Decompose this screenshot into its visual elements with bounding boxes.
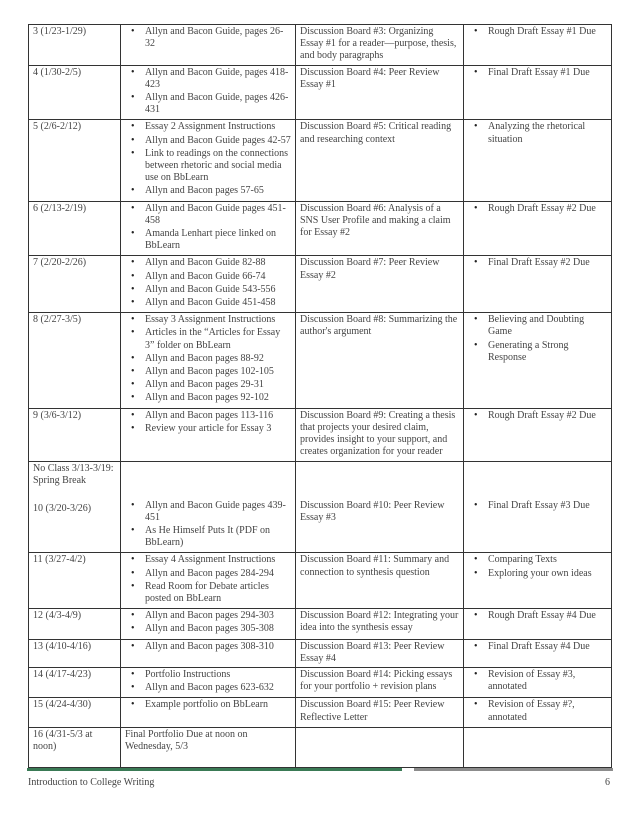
reading-item: • Allyn and Bacon pages 29-31 bbox=[125, 379, 291, 391]
schedule-row bbox=[29, 408, 612, 461]
readings-cell bbox=[121, 408, 296, 461]
due-item-list bbox=[468, 203, 607, 215]
reading-item-list bbox=[125, 121, 291, 197]
reading-item: • Amanda Lenhart piece linked on BbLearn bbox=[125, 228, 291, 252]
reading-item-list bbox=[125, 641, 291, 653]
due-cell bbox=[464, 120, 612, 201]
reading-item: • Essay 2 Assignment Instructions bbox=[125, 121, 291, 133]
due-item-list bbox=[468, 257, 607, 269]
schedule-row bbox=[29, 256, 612, 313]
schedule-row bbox=[29, 65, 612, 120]
week-cell bbox=[29, 313, 121, 408]
reading-item-list bbox=[125, 314, 291, 404]
discussion-cell bbox=[296, 698, 464, 727]
discussion-cell bbox=[296, 25, 464, 66]
due-cell bbox=[464, 313, 612, 408]
reading-item: • Articles in the “Articles for Essay 3” folder on BbLearn bbox=[125, 327, 291, 351]
due-item: • Final Draft Essay #4 Due bbox=[468, 641, 607, 653]
week-label: 13 (4/10-4/16) bbox=[33, 640, 92, 652]
discussion-text: Discussion Board #10: Peer Review Essay #3 bbox=[300, 499, 445, 523]
schedule-row bbox=[29, 313, 612, 408]
week-cell bbox=[29, 25, 121, 66]
reading-item: • Allyn and Bacon pages 308-310 bbox=[125, 641, 291, 653]
readings-cell bbox=[121, 609, 296, 639]
reading-item: • Allyn and Bacon Guide 82-88 bbox=[125, 257, 291, 269]
due-item: • Rough Draft Essay #2 Due bbox=[468, 410, 607, 422]
reading-item-list bbox=[125, 554, 291, 605]
due-item: • Rough Draft Essay #1 Due bbox=[468, 26, 607, 38]
week-cell bbox=[29, 553, 121, 609]
discussion-cell bbox=[296, 313, 464, 408]
discussion-text: Discussion Board #12: Integrating your idea into the synthesis essay bbox=[300, 610, 459, 634]
reading-item: • Allyn and Bacon pages 57-65 bbox=[125, 185, 291, 197]
discussion-text: Discussion Board #7: Peer Review Essay #2 bbox=[300, 257, 440, 281]
week-label: 11 (3/27-4/2) bbox=[33, 554, 86, 566]
week-label: 15 (4/24-4/30) bbox=[33, 699, 92, 711]
schedule-row bbox=[29, 120, 612, 201]
week-cell bbox=[29, 201, 121, 256]
readings-cell bbox=[121, 313, 296, 408]
reading-item-list bbox=[125, 410, 291, 435]
readings-cell bbox=[121, 727, 296, 767]
reading-item: • Portfolio Instructions bbox=[125, 669, 291, 681]
week-label: No Class 3/13-3/19: Spring Break bbox=[33, 462, 114, 486]
due-item-list bbox=[468, 554, 607, 579]
week-cell bbox=[29, 667, 121, 697]
discussion-text: Discussion Board #3: Organizing Essay #1 for a reader—purpose, thesis, and body paragraphs bbox=[300, 26, 457, 62]
week-label: 8 (2/27-3/5) bbox=[33, 314, 82, 326]
schedule-row bbox=[29, 727, 612, 767]
reading-item-list bbox=[125, 67, 291, 117]
due-item-list bbox=[468, 500, 607, 512]
due-cell bbox=[464, 65, 612, 120]
reading-item: • Allyn and Bacon pages 294-303 bbox=[125, 610, 291, 622]
reading-item: • Review your article for Essay 3 bbox=[125, 423, 291, 435]
discussion-cell bbox=[296, 461, 464, 553]
reading-item: • Allyn and Bacon Guide, pages 26-32 bbox=[125, 26, 291, 50]
week-label: 10 (3/20-3/26) bbox=[33, 502, 92, 514]
reading-item: • Allyn and Bacon Guide pages 439-451 bbox=[125, 500, 291, 524]
due-cell bbox=[464, 25, 612, 66]
discussion-cell bbox=[296, 256, 464, 313]
due-item-list bbox=[468, 26, 607, 38]
discussion-cell bbox=[296, 120, 464, 201]
week-label: 12 (4/3-4/9) bbox=[33, 610, 82, 622]
week-label: 6 (2/13-2/19) bbox=[33, 202, 87, 214]
due-item-list bbox=[468, 610, 607, 622]
reading-item: • Allyn and Bacon pages 623-632 bbox=[125, 682, 291, 694]
reading-item: • Allyn and Bacon pages 92-102 bbox=[125, 392, 291, 404]
week-label: 5 (2/6-2/12) bbox=[33, 121, 82, 133]
due-item-list bbox=[468, 641, 607, 653]
week-cell bbox=[29, 408, 121, 461]
schedule-row bbox=[29, 698, 612, 727]
discussion-text: Discussion Board #5: Critical reading and researching context bbox=[300, 121, 452, 145]
portfolio-due-note: Final Portfolio Due at noon on Wednesday, 5/3 bbox=[125, 728, 248, 752]
schedule-row bbox=[29, 553, 612, 609]
week-cell bbox=[29, 698, 121, 727]
due-item: • Revision of Essay #?, annotated bbox=[468, 699, 607, 723]
reading-item-list bbox=[125, 26, 291, 50]
due-item: • Generating a Strong Response bbox=[468, 340, 607, 364]
reading-item: • Allyn and Bacon pages 102-105 bbox=[125, 366, 291, 378]
readings-cell bbox=[121, 25, 296, 66]
reading-item: • Read Room for Debate articles posted on BbLearn bbox=[125, 581, 291, 605]
discussion-text: Discussion Board #6: Analysis of a SNS User Profile and making a claim for Essay #2 bbox=[300, 202, 451, 239]
due-cell bbox=[464, 553, 612, 609]
week-label: 7 (2/20-2/26) bbox=[33, 257, 87, 269]
readings-cell bbox=[121, 461, 296, 553]
readings-cell bbox=[121, 667, 296, 697]
due-item-list bbox=[468, 669, 607, 693]
schedule-row bbox=[29, 639, 612, 667]
readings-cell bbox=[121, 698, 296, 727]
due-cell bbox=[464, 201, 612, 256]
reading-item: • Allyn and Bacon Guide, pages 426-431 bbox=[125, 92, 291, 116]
due-item-list bbox=[468, 314, 607, 364]
due-item: • Exploring your own ideas bbox=[468, 568, 607, 580]
due-cell bbox=[464, 667, 612, 697]
reading-item: • Allyn and Bacon Guide, pages 418-423 bbox=[125, 67, 291, 91]
reading-item: • Link to readings on the connections between rhetoric and social media use on BbLearn bbox=[125, 148, 291, 185]
discussion-cell bbox=[296, 201, 464, 256]
week-label: 3 (1/23-1/29) bbox=[33, 26, 87, 37]
week-cell bbox=[29, 639, 121, 667]
reading-item-list bbox=[125, 610, 291, 635]
reading-item: • Example portfolio on BbLearn bbox=[125, 699, 291, 711]
footer-divider-bar bbox=[414, 768, 613, 771]
due-item: • Final Draft Essay #1 Due bbox=[468, 67, 607, 79]
readings-cell bbox=[121, 120, 296, 201]
schedule-row bbox=[29, 25, 612, 66]
schedule-body bbox=[29, 25, 612, 768]
reading-item: • Allyn and Bacon pages 88-92 bbox=[125, 353, 291, 365]
reading-item: • Allyn and Bacon Guide pages 451-458 bbox=[125, 203, 291, 227]
discussion-cell bbox=[296, 727, 464, 767]
due-cell bbox=[464, 698, 612, 727]
due-item: • Comparing Texts bbox=[468, 554, 607, 566]
week-cell bbox=[29, 727, 121, 767]
week-label: 16 (4/31-5/3 at noon) bbox=[33, 728, 93, 752]
due-item: • Rough Draft Essay #2 Due bbox=[468, 203, 607, 215]
discussion-text: Discussion Board #13: Peer Review Essay #4 bbox=[300, 640, 445, 664]
week-label: 4 (1/30-2/5) bbox=[33, 66, 82, 78]
schedule-row bbox=[29, 609, 612, 639]
week-cell bbox=[29, 120, 121, 201]
discussion-cell bbox=[296, 639, 464, 667]
reading-item-list bbox=[125, 203, 291, 253]
readings-cell bbox=[121, 256, 296, 313]
discussion-cell bbox=[296, 609, 464, 639]
due-cell bbox=[464, 609, 612, 639]
due-cell bbox=[464, 727, 612, 767]
due-cell bbox=[464, 256, 612, 313]
discussion-cell bbox=[296, 408, 464, 461]
due-item: • Revision of Essay #3, annotated bbox=[468, 669, 607, 693]
reading-item: • Allyn and Bacon Guide 451-458 bbox=[125, 297, 291, 309]
week-label: 9 (3/6-3/12) bbox=[33, 409, 82, 421]
due-item-list bbox=[468, 699, 607, 723]
footer-accent-bar bbox=[27, 768, 402, 771]
discussion-cell bbox=[296, 65, 464, 120]
discussion-text: Discussion Board #9: Creating a thesis that projects your desired claim, provides insight to your support, and creates organization for your reader bbox=[300, 409, 456, 458]
readings-cell bbox=[121, 201, 296, 256]
discussion-text: Discussion Board #14: Picking essays for your portfolio + revision plans bbox=[300, 668, 453, 693]
discussion-cell bbox=[296, 667, 464, 697]
reading-item: • As He Himself Puts It (PDF on BbLearn) bbox=[125, 525, 291, 549]
reading-item-list bbox=[125, 699, 291, 711]
page-number: 6 bbox=[605, 777, 610, 788]
due-cell bbox=[464, 461, 612, 553]
week-cell bbox=[29, 256, 121, 313]
schedule-table bbox=[28, 24, 612, 768]
due-cell bbox=[464, 408, 612, 461]
week-cell bbox=[29, 461, 121, 553]
reading-item: • Allyn and Bacon Guide 66-74 bbox=[125, 271, 291, 283]
reading-item-list bbox=[125, 257, 291, 309]
due-item: • Analyzing the rhetorical situation bbox=[468, 121, 607, 145]
due-item-list bbox=[468, 67, 607, 79]
schedule-row bbox=[29, 461, 612, 553]
readings-cell bbox=[121, 639, 296, 667]
week-label: 14 (4/17-4/23) bbox=[33, 668, 92, 680]
due-item-list bbox=[468, 410, 607, 422]
due-item: • Final Draft Essay #3 Due bbox=[468, 500, 607, 512]
reading-item: • Essay 4 Assignment Instructions bbox=[125, 554, 291, 566]
readings-cell bbox=[121, 65, 296, 120]
discussion-text: Discussion Board #11: Summary and connection to synthesis question bbox=[300, 554, 450, 578]
week-cell bbox=[29, 65, 121, 120]
due-item-list bbox=[468, 121, 607, 145]
reading-item-list bbox=[125, 500, 291, 550]
due-cell bbox=[464, 639, 612, 667]
due-item: • Rough Draft Essay #4 Due bbox=[468, 610, 607, 622]
reading-item: • Allyn and Bacon pages 113-116 bbox=[125, 410, 291, 422]
readings-cell bbox=[121, 553, 296, 609]
schedule-row bbox=[29, 201, 612, 256]
discussion-text: Discussion Board #4: Peer Review Essay #1 bbox=[300, 66, 440, 90]
reading-item: • Essay 3 Assignment Instructions bbox=[125, 314, 291, 326]
reading-item-list bbox=[125, 669, 291, 694]
due-item: • Believing and Doubting Game bbox=[468, 314, 607, 338]
reading-item: • Allyn and Bacon pages 284-294 bbox=[125, 568, 291, 580]
footer-title: Introduction to College Writing bbox=[28, 777, 155, 788]
discussion-text: Discussion Board #15: Peer Review Reflective Letter bbox=[300, 699, 445, 723]
week-cell bbox=[29, 609, 121, 639]
reading-item: • Allyn and Bacon pages 305-308 bbox=[125, 623, 291, 635]
reading-item: • Allyn and Bacon Guide pages 42-57 bbox=[125, 135, 291, 147]
discussion-cell bbox=[296, 553, 464, 609]
due-item: • Final Draft Essay #2 Due bbox=[468, 257, 607, 269]
schedule-row bbox=[29, 667, 612, 697]
reading-item: • Allyn and Bacon Guide 543-556 bbox=[125, 284, 291, 296]
discussion-text: Discussion Board #8: Summarizing the author's argument bbox=[300, 314, 458, 338]
